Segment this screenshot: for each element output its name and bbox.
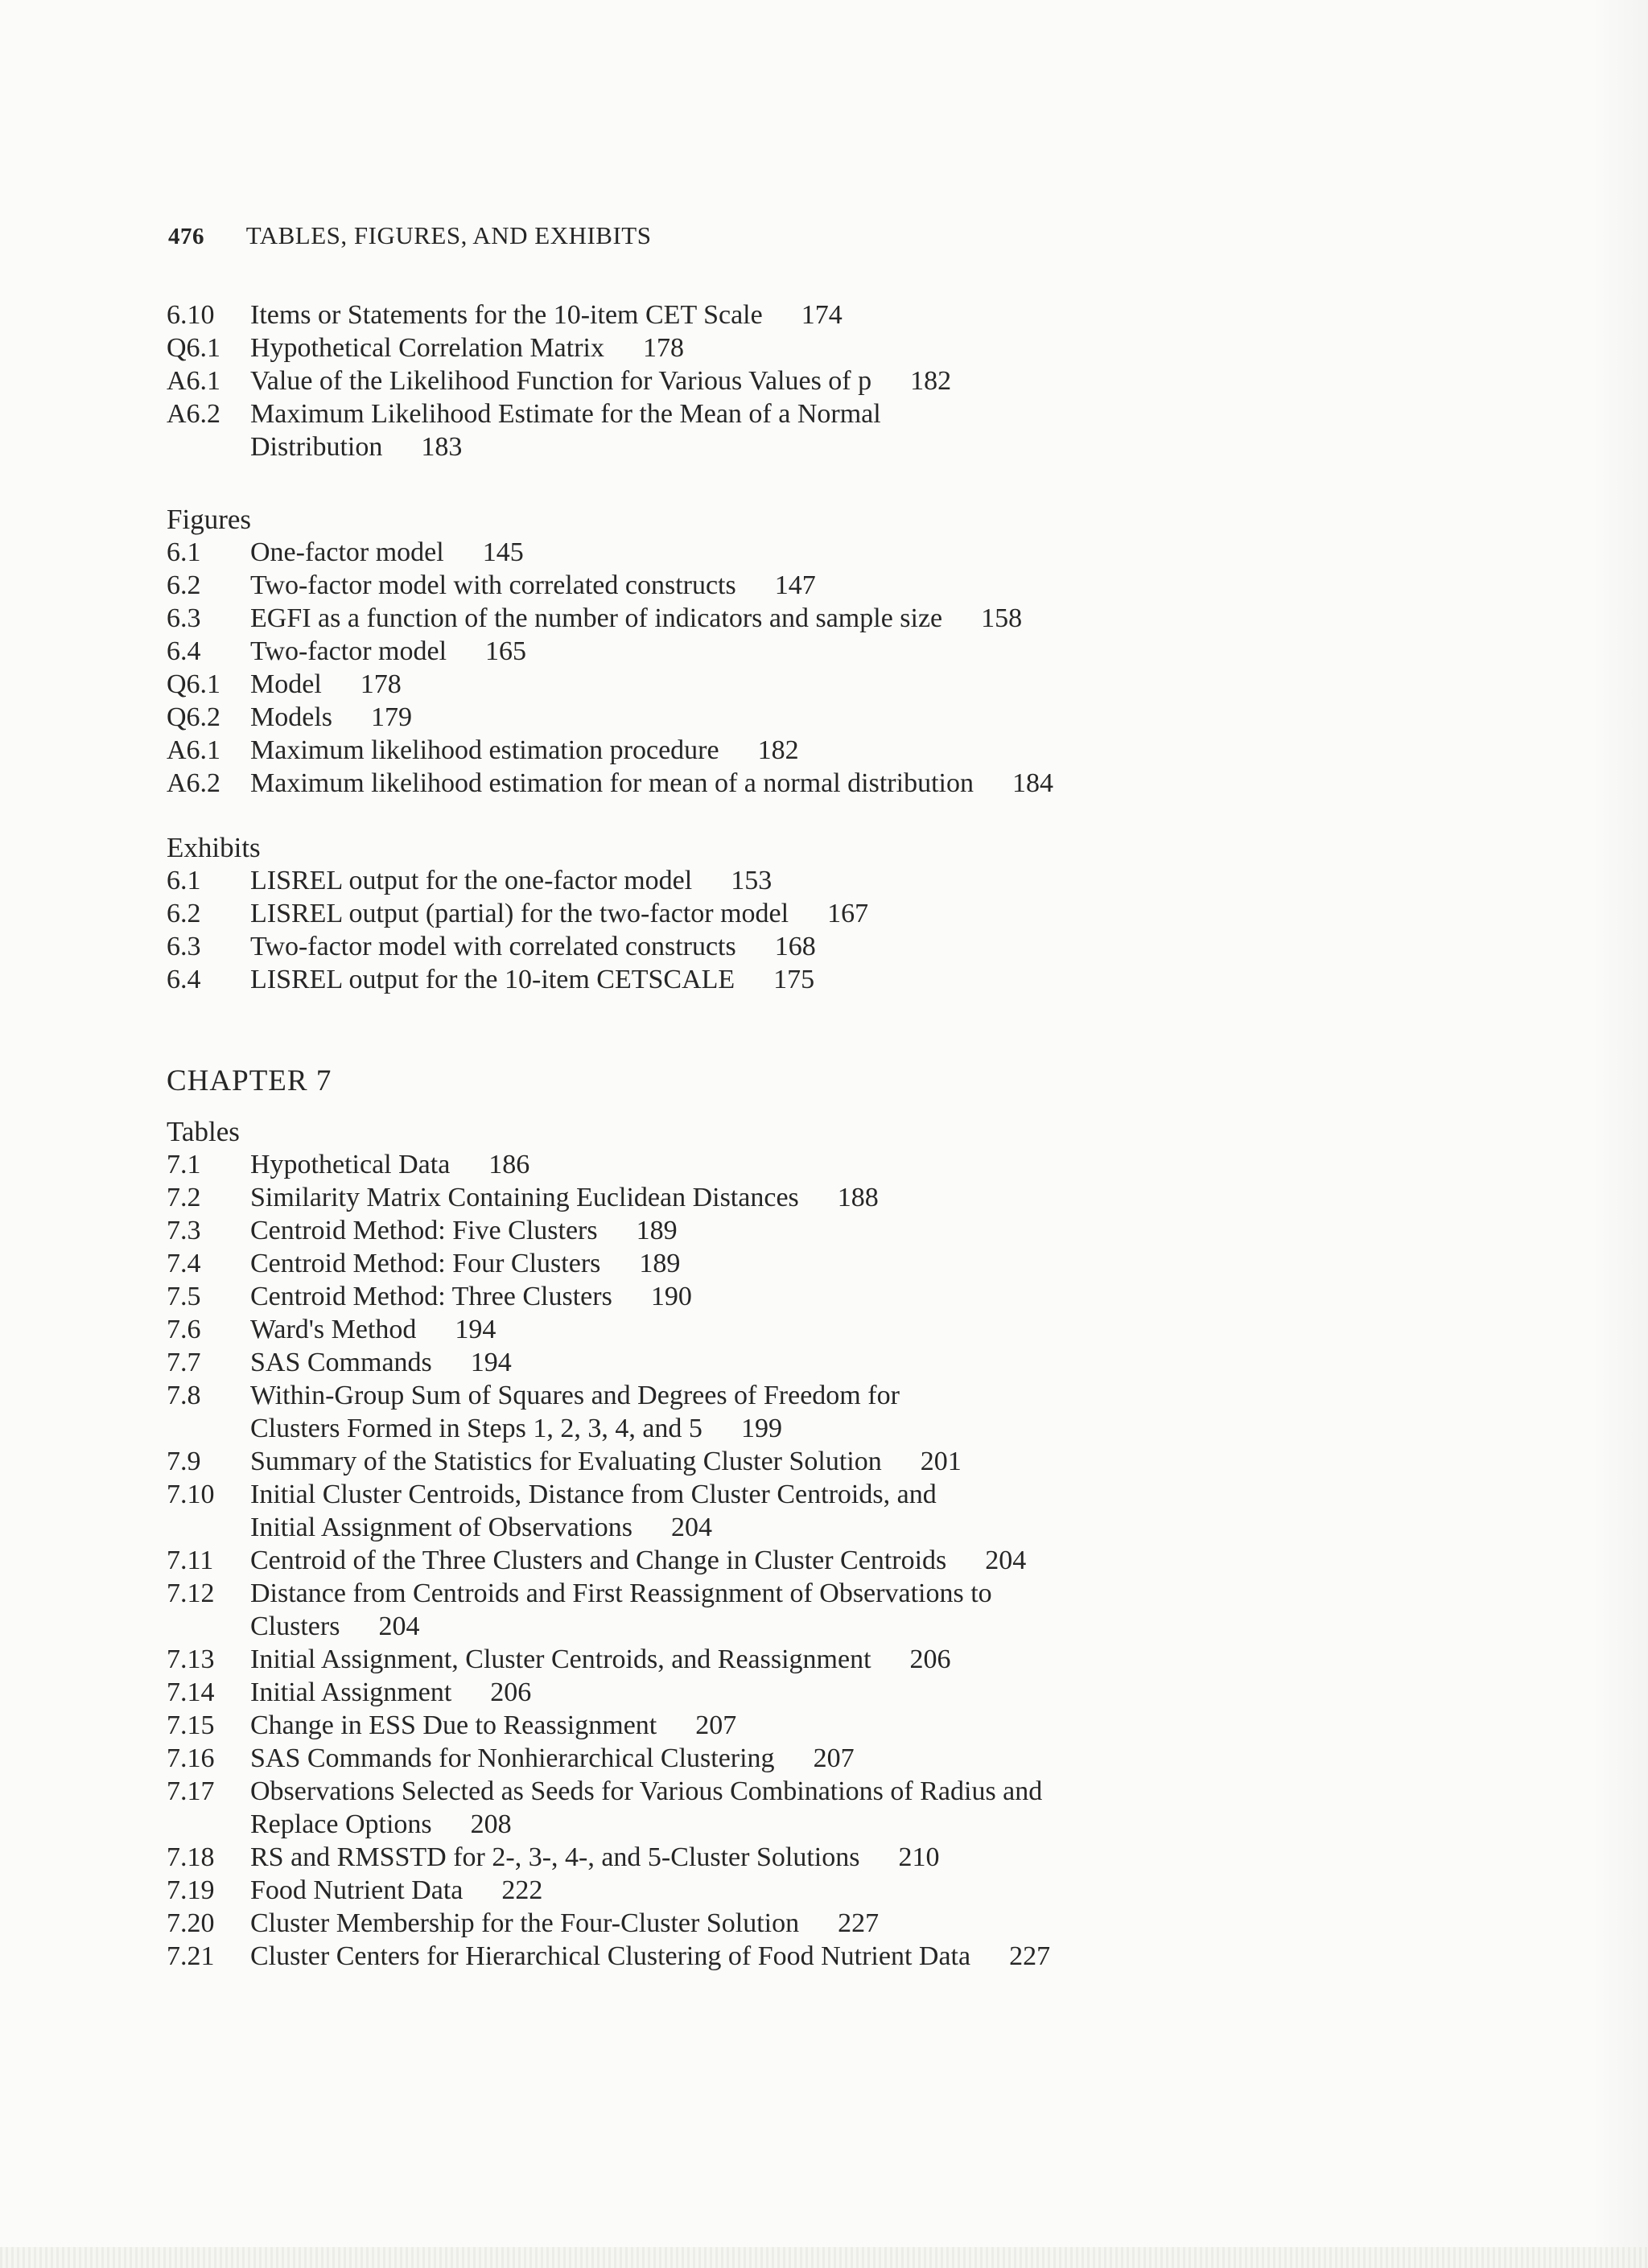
entry-number: 6.3 [167, 603, 201, 633]
entry-title: Model 178 [250, 669, 402, 699]
entry-title: Ward's Method 194 [250, 1315, 496, 1344]
page-number: 476 [168, 224, 204, 249]
entry-page: 189 [639, 1249, 681, 1278]
entry-number: 6.4 [167, 965, 201, 994]
entry-number: 7.16 [167, 1743, 215, 1773]
list-item [167, 1313, 1071, 1346]
list-item [167, 1544, 1071, 1577]
entry-page: 204 [671, 1513, 713, 1542]
entry-page: 222 [501, 1875, 543, 1905]
entry-page: 178 [643, 333, 684, 363]
entry-title: Two-factor model 165 [250, 636, 527, 666]
entry-page: 175 [773, 965, 815, 994]
entry-number: 7.20 [167, 1908, 215, 1938]
entry-number: 6.1 [167, 866, 201, 895]
entry-page: 186 [488, 1150, 530, 1179]
list-item [167, 1841, 1071, 1874]
section-heading: Figures [167, 504, 251, 535]
entry-number: 7.18 [167, 1842, 215, 1872]
entry-title: RS and RMSSTD for 2-, 3-, 4-, and 5-Cluster Solutions 210 [250, 1842, 940, 1872]
entry-page: 199 [740, 1414, 782, 1443]
entry-number: 7.17 [167, 1776, 215, 1806]
list-item [167, 1247, 1071, 1280]
entry-title: Models 179 [250, 702, 412, 732]
entry-title: Hypothetical Correlation Matrix 178 [250, 333, 684, 363]
entry-number: 6.2 [167, 899, 201, 928]
entry-number: A6.2 [167, 768, 221, 798]
entry-number: 7.6 [167, 1315, 201, 1344]
entry-number: 7.11 [167, 1546, 214, 1575]
list-item [167, 1907, 1071, 1940]
list-item [167, 1214, 1071, 1247]
entry-number: 7.15 [167, 1710, 215, 1740]
entry-page: 174 [801, 300, 843, 330]
list-item [167, 1181, 1071, 1214]
entry-title: Maximum likelihood estimation procedure 182 [250, 735, 799, 765]
entry-title: SAS Commands for Nonhierarchical Clustering 207 [250, 1743, 855, 1773]
entry-page: 194 [455, 1315, 496, 1344]
entry-title: Two-factor model with correlated constructs 147 [250, 570, 816, 600]
entry-title: Initial Assignment 206 [250, 1677, 532, 1707]
entry-page: 207 [813, 1743, 855, 1773]
list-item [167, 1148, 1071, 1181]
entry-title: Centroid Method: Four Clusters 189 [250, 1249, 681, 1278]
figures-section [167, 503, 1053, 800]
entry-page: 189 [636, 1216, 678, 1245]
entry-page: 147 [774, 570, 816, 600]
entry-title: Distance from Centroids and First Reassignment of Observations to Clusters 204 [250, 1579, 992, 1641]
list-item [167, 397, 958, 463]
entry-title: Change in ESS Due to Reassignment 207 [250, 1710, 737, 1740]
entry-page: 206 [909, 1644, 951, 1674]
list-item [167, 1940, 1071, 1973]
entry-number: 6.10 [167, 300, 215, 330]
entry-number: Q6.2 [167, 702, 221, 732]
entry-title: LISREL output for the one-factor model 153 [250, 866, 772, 895]
entry-title: SAS Commands 194 [250, 1348, 512, 1377]
entry-page: 182 [910, 366, 952, 396]
entry-page: 145 [482, 537, 524, 567]
entry-page: 227 [838, 1908, 880, 1938]
entry-title: Maximum likelihood estimation for mean of a normal distribution 184 [250, 768, 1053, 798]
entry-number: 7.2 [167, 1183, 201, 1212]
list-item [167, 767, 1053, 800]
list-item [167, 1742, 1071, 1775]
entry-title: Observations Selected as Seeds for Various Combinations of Radius and Replace Options 208 [250, 1776, 1043, 1839]
entry-title: Items or Statements for the 10-item CET Scale 174 [250, 300, 843, 330]
chapter7-tables-section [167, 1115, 1071, 1973]
entry-page: 179 [371, 702, 412, 732]
entry-page: 178 [360, 669, 402, 699]
entry-page: 190 [650, 1282, 692, 1311]
list-item [167, 1874, 1071, 1907]
entry-title: One-factor model 145 [250, 537, 524, 567]
entry-page: 204 [378, 1611, 420, 1641]
entry-page: 167 [827, 899, 869, 928]
entry-number: 6.3 [167, 932, 201, 961]
section-heading: Tables [167, 1116, 240, 1147]
entry-title: EGFI as a function of the number of indicators and sample size 158 [250, 603, 1023, 633]
list-item [167, 1280, 1071, 1313]
entry-number: A6.2 [167, 399, 221, 429]
entry-title: Hypothetical Data 186 [250, 1150, 530, 1179]
list-item [167, 1577, 1071, 1643]
entry-number: 7.21 [167, 1941, 215, 1971]
list-item [167, 1643, 1071, 1676]
entry-title: Food Nutrient Data 222 [250, 1875, 543, 1905]
entry-page: 183 [421, 432, 463, 462]
list-item [167, 1478, 1071, 1544]
entry-page: 210 [898, 1842, 940, 1872]
entry-page: 227 [1009, 1941, 1051, 1971]
entry-number: 6.2 [167, 570, 201, 600]
entry-title: Centroid Method: Three Clusters 190 [250, 1282, 692, 1311]
chapter6-tables-continued [167, 298, 958, 463]
entry-page: 153 [731, 866, 772, 895]
list-item [167, 734, 1053, 767]
entry-number: 7.7 [167, 1348, 201, 1377]
entry-number: 7.12 [167, 1579, 215, 1608]
entry-page: 194 [470, 1348, 512, 1377]
entry-title: Within-Group Sum of Squares and Degrees of Freedom for Clusters Formed in Steps 1, 2, 3, 4, and 5 199 [250, 1381, 900, 1443]
entry-number: 6.4 [167, 636, 201, 666]
list-item [167, 364, 958, 397]
list-item [167, 1445, 1071, 1478]
entry-number: 7.8 [167, 1381, 201, 1410]
entry-title: Centroid of the Three Clusters and Change in Cluster Centroids 204 [250, 1546, 1027, 1575]
entry-title: Cluster Centers for Hierarchical Clustering of Food Nutrient Data 227 [250, 1941, 1051, 1971]
chapter-title: CHAPTER 7 [167, 1064, 332, 1097]
list-item [167, 668, 1053, 701]
entry-page: 207 [695, 1710, 737, 1740]
section-heading: Exhibits [167, 832, 261, 863]
entry-page: 204 [985, 1546, 1027, 1575]
entry-title: LISREL output for the 10-item CETSCALE 175 [250, 965, 815, 994]
list-item [167, 569, 1053, 602]
entry-number: 7.14 [167, 1677, 215, 1707]
running-head: TABLES, FIGURES, AND EXHIBITS [245, 221, 652, 249]
exhibits-section [167, 831, 868, 996]
entry-number: 7.19 [167, 1875, 215, 1905]
entry-title: Cluster Membership for the Four-Cluster Solution 227 [250, 1908, 880, 1938]
entry-title: Summary of the Statistics for Evaluating Cluster Solution 201 [250, 1447, 962, 1476]
entry-title: Two-factor model with correlated constructs 168 [250, 932, 816, 961]
entry-page: 168 [774, 932, 816, 961]
entry-page: 188 [837, 1183, 879, 1212]
list-item [167, 602, 1053, 635]
list-item [167, 536, 1053, 569]
list-item [167, 331, 958, 364]
entry-page: 206 [490, 1677, 532, 1707]
entry-number: 7.13 [167, 1644, 215, 1674]
running-header [168, 221, 651, 250]
list-item [167, 1775, 1071, 1841]
entry-page: 158 [981, 603, 1023, 633]
entry-number: 7.1 [167, 1150, 201, 1179]
entry-title: Value of the Likelihood Function for Various Values of p 182 [250, 366, 952, 396]
entry-number: Q6.1 [167, 333, 221, 363]
entry-number: 7.3 [167, 1216, 201, 1245]
entry-title: Similarity Matrix Containing Euclidean Distances 188 [250, 1183, 879, 1212]
scan-bottom-edge [0, 2247, 1648, 2268]
entry-number: 7.5 [167, 1282, 201, 1311]
entry-number: 6.1 [167, 537, 201, 567]
list-item [167, 1346, 1071, 1379]
entry-page: 201 [920, 1447, 962, 1476]
entry-number: 7.9 [167, 1447, 201, 1476]
entry-title: Centroid Method: Five Clusters 189 [250, 1216, 678, 1245]
list-item [167, 1676, 1071, 1709]
entry-page: 182 [757, 735, 799, 765]
list-item [167, 701, 1053, 734]
entry-page: 184 [1011, 768, 1053, 798]
entry-number: 7.10 [167, 1480, 215, 1509]
list-item [167, 1709, 1071, 1742]
list-item [167, 864, 868, 897]
entry-title: Maximum Likelihood Estimate for the Mean of a Normal Distribution 183 [250, 399, 881, 462]
list-item [167, 635, 1053, 668]
entry-page: 208 [470, 1809, 512, 1839]
list-item [167, 897, 868, 930]
list-item [167, 930, 868, 963]
entry-page: 165 [485, 636, 527, 666]
entry-title: LISREL output (partial) for the two-factor model 167 [250, 899, 869, 928]
list-item [167, 1379, 1071, 1445]
entry-number: A6.1 [167, 735, 221, 765]
list-item [167, 298, 958, 331]
page-edge-shadow [1592, 0, 1648, 2268]
entry-number: 7.4 [167, 1249, 201, 1278]
entry-title: Initial Cluster Centroids, Distance from Cluster Centroids, and Initial Assignment of Observations 204 [250, 1480, 937, 1542]
list-item [167, 963, 868, 996]
entry-number: A6.1 [167, 366, 221, 396]
entry-title: Initial Assignment, Cluster Centroids, and Reassignment 206 [250, 1644, 951, 1674]
entry-number: Q6.1 [167, 669, 221, 699]
